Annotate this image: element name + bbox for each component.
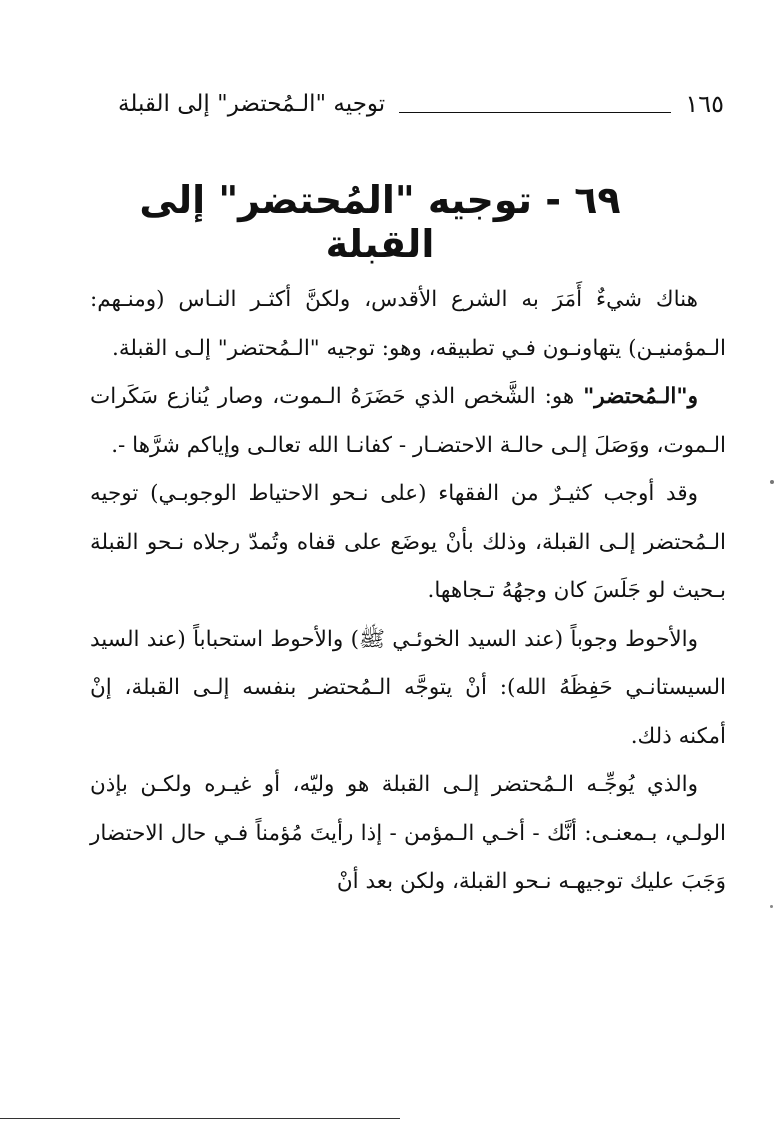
scan-speck (770, 480, 774, 484)
paragraph-1-text: هناك شيءٌ أَمَرَ به الشرع الأقدس، ولكنَّ أكثـر النـاس (ومنـهم: الـمؤمنيـن) يتهاونـون فـي تطبيقه، وهو: توجيه "الـمُحتضر" إلـى القبلة. (90, 287, 726, 361)
term-mohtadar: و"الـمُحتضر" (583, 384, 698, 409)
running-title: توجيه "الـمُحتضر" إلى القبلة (118, 91, 386, 117)
body-text (90, 276, 726, 907)
paragraph-3-text: وقد أوجب كثيـرٌ من الفقهاء (على نـحو الاحتياط الوجوبـي) توجيه الـمُحتضر إلـى القبلة، وذلك بأنْ يوضَع على قفاه وتُمدّ رجلاه نـحو القبلة بـحيث لو جَلَسَ كان وجهُهُ تـجاهها. (90, 481, 726, 603)
paragraph-2 (90, 373, 726, 470)
page-number: ١٦٥ (685, 90, 724, 118)
footer-rule (0, 1118, 400, 1119)
running-header (118, 84, 724, 124)
header-rule (399, 112, 671, 113)
paragraph-4-text: والأحوط وجوباً (عند السيد الخوئـي ﷺ) والأحوط استحباباً (عند السيد السيستانـي حَفِظَهُ الله): أنْ يتوجَّه الـمُحتضر بنفسه إلـى القبلة، إنْ أمكنه ذلك. (90, 626, 726, 749)
paragraph-2-text: هو: الشَّخص الذي حَضَرَهُ الـموت، وصار يُنازع سَكَرات الـموت، ووَصَلَ إلـى حالـة الاحتضـار - كفانـا الله تعالـى وإياكم شرَّها -. (90, 384, 726, 458)
scan-speck (770, 905, 773, 908)
paragraph-1 (90, 276, 726, 373)
paragraph-5 (90, 761, 726, 907)
paragraph-4 (90, 616, 726, 762)
chapter-title: ٦٩ - توجيه "المُحتضر" إلى القبلة (139, 178, 621, 266)
paragraph-3 (90, 470, 726, 616)
paragraph-5-text: والذي يُوجِّـه الـمُحتضر إلـى القبلة هو وليّه، أو غيـره ولكـن بإذن الولـي، بـمعنـى: أنَّك - أخـي الـمؤمن - إذا رأيتَ مُؤمناً فـي حال الاحتضار وَجَبَ عليك توجيهـه نـحو القبلة، ولكن بعد أنْ (90, 772, 726, 894)
